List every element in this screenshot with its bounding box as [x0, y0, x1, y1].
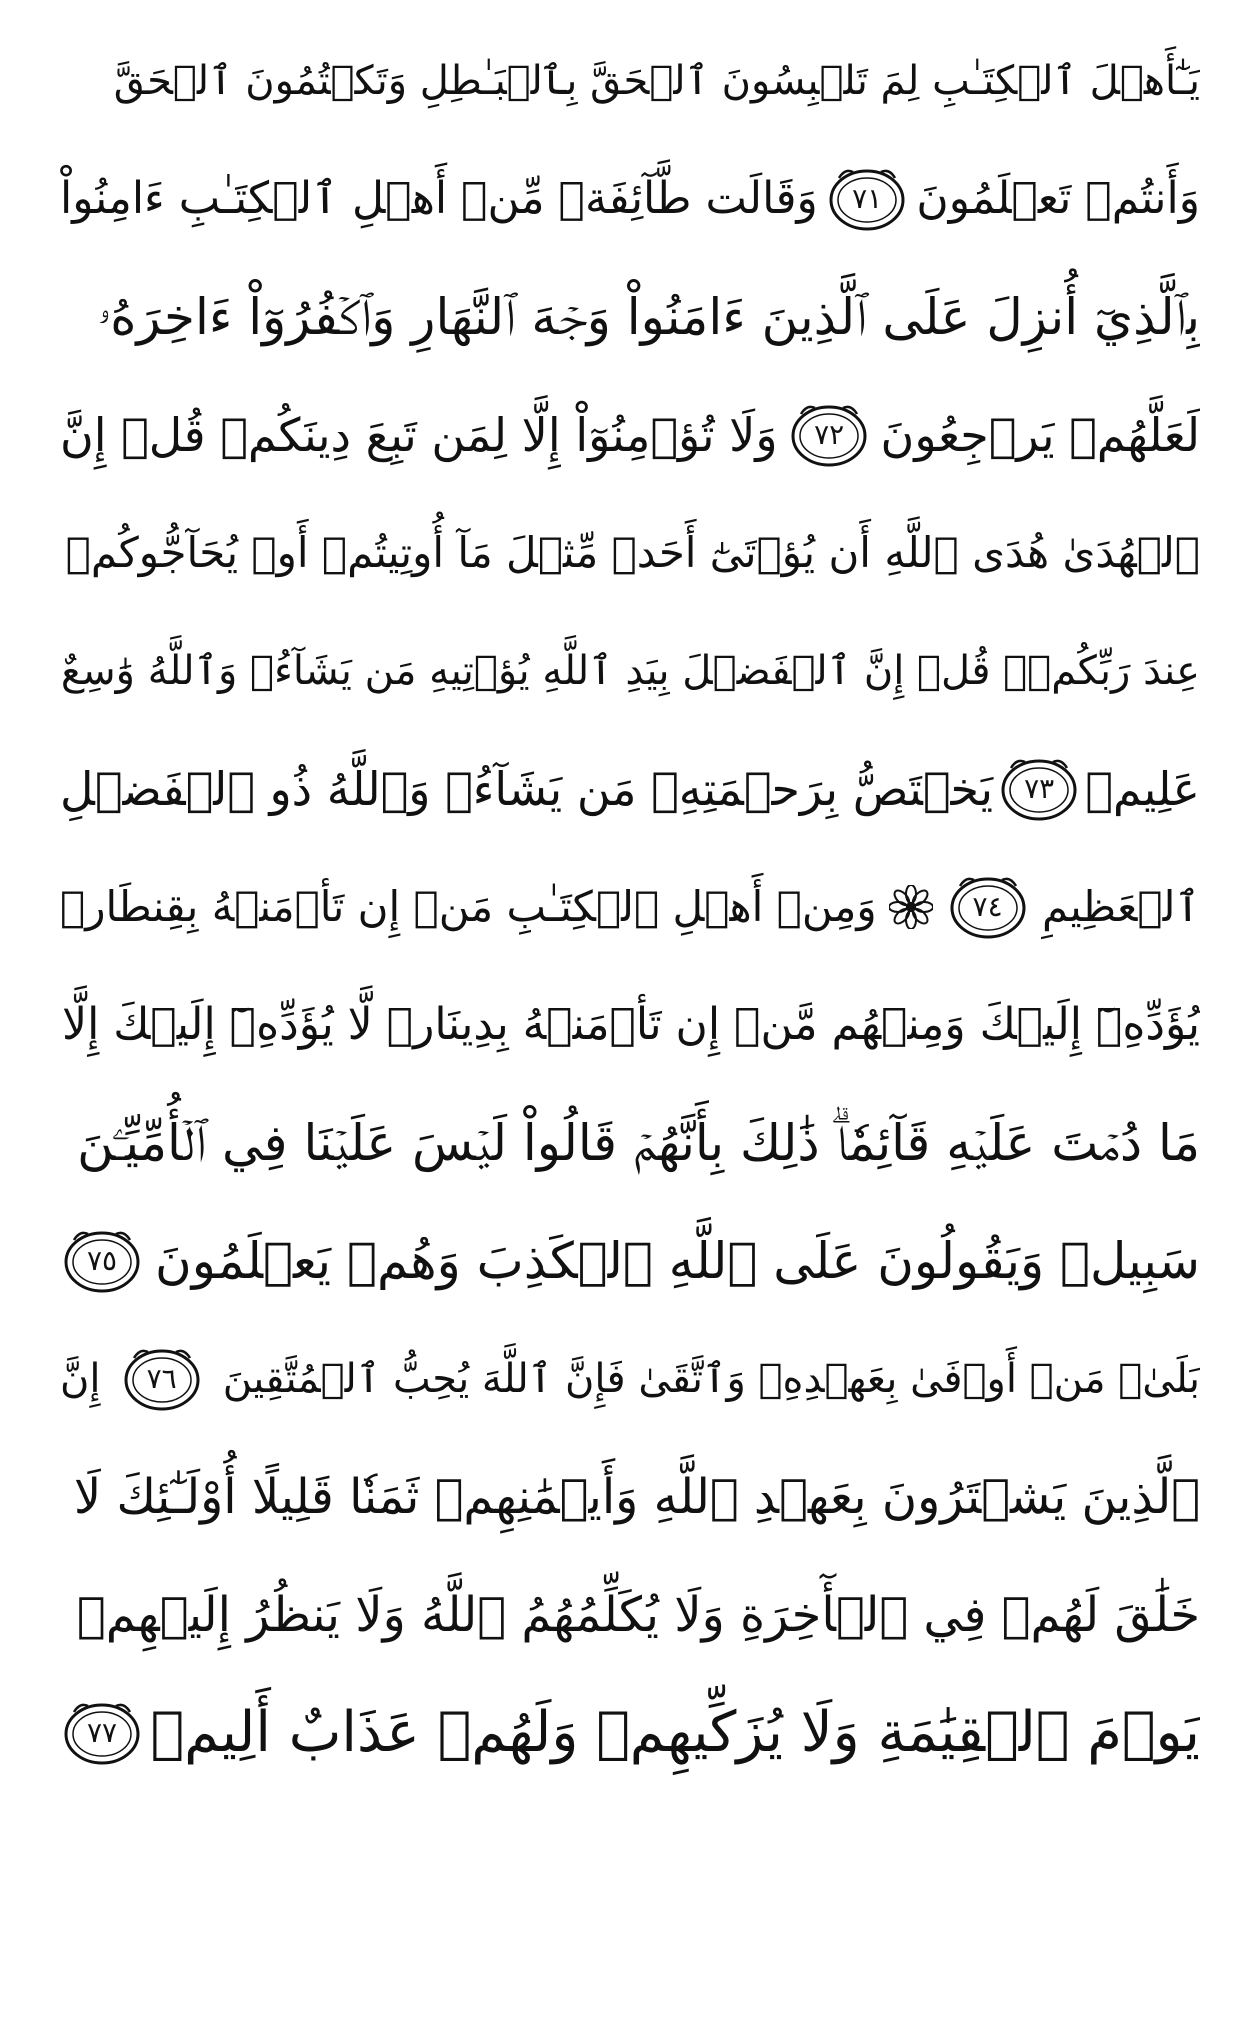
hizb-star-icon [889, 885, 933, 929]
ayah-number-marker [997, 754, 1081, 824]
ayah-number: ٧٣ [1024, 772, 1055, 805]
verse-line [60, 730, 1200, 848]
ayah-number-marker [825, 164, 909, 234]
verse-line [60, 612, 1200, 730]
verse-text: وَلَا تُؤۡمِنُوٓاْ إِلَّا لِمَن تَبِعَ دِينَكُمۡ قُلۡ إِنَّ [60, 408, 778, 462]
verse-lines [60, 22, 1200, 1792]
verse-line [60, 140, 1200, 258]
verse-text: عِندَ رَبِّكُمۡۗ قُلۡ إِنَّ ٱلۡفَضۡلَ بِيَدِ ٱللَّهِ يُؤۡتِيهِ مَن يَشَآءُۗ وَٱللَّهُ وَٰسِعٌ [60, 648, 1200, 694]
ayah-number-marker [120, 1344, 204, 1414]
ayah-number: ٧١ [852, 182, 883, 215]
verse-text: سَبِيلٞ وَيَقُولُونَ عَلَى ٱللَّهِ ٱلۡكَذِبَ وَهُمۡ يَعۡلَمُونَ [155, 1232, 1200, 1290]
verse-text: يُؤَدِّهِۦٓ إِلَيۡكَ وَمِنۡهُم مَّنۡ إِن تَأۡمَنۡهُ بِدِينَارٖ لَّا يُؤَدِّهِۦٓ إِلَيۡكَ إِلَّا [61, 999, 1200, 1050]
verse-text: ٱلۡعَظِيمِ [1042, 882, 1200, 931]
ayah-number-marker [60, 1698, 144, 1768]
verse-text: خَلَٰقَ لَهُمۡ فِي ٱلۡأٓخِرَةِ وَلَا يُكَلِّمُهُمُ ٱللَّهُ وَلَا يَنظُرُ إِلَيۡهِمۡ [76, 1587, 1200, 1643]
verse-line [60, 494, 1200, 612]
ayah-number-marker [60, 1226, 144, 1296]
verse-line [60, 258, 1200, 376]
verse-text: وَمِنۡ أَهۡلِ ٱلۡكِتَـٰبِ مَنۡ إِن تَأۡمَنۡهُ بِقِنطَارٖ [60, 882, 877, 931]
verse-text: مَا دُمۡتَ عَلَيۡهِ قَآئِمٗاۗ ذَٰلِكَ بِأَنَّهُمۡ قَالُواْ لَيۡسَ عَلَيۡنَا فِي ٱلۡأُمِّيِّـۧنَ [77, 1114, 1200, 1172]
verse-text: وَأَنتُمۡ تَعۡلَمُونَ [916, 173, 1200, 224]
ayah-number: ٧٢ [814, 418, 845, 451]
verse-line [60, 1674, 1200, 1792]
verse-text: ٱلَّذِينَ يَشۡتَرُونَ بِعَهۡدِ ٱللَّهِ وَأَيۡمَٰنِهِمۡ ثَمَنٗا قَلِيلًا أُوْلَـٰٓئِكَ لَا [73, 1469, 1200, 1525]
verse-text: بِٱلَّذِيٓ أُنزِلَ عَلَى ٱلَّذِينَ ءَامَنُواْ وَجۡهَ ٱلنَّهَارِ وَٱكۡفُرُوٓاْ ءَاخِرَهُۥ [97, 288, 1200, 346]
verse-text: بَلَىٰۚ مَنۡ أَوۡفَىٰ بِعَهۡدِهِۦ وَٱتَّقَىٰ فَإِنَّ ٱللَّهَ يُحِبُّ ٱلۡمُتَّقِينَ [222, 1356, 1200, 1402]
verse-text: ٱلۡهُدَىٰ هُدَى ٱللَّهِ أَن يُؤۡتَىٰٓ أَحَدٞ مِّثۡلَ مَآ أُوتِيتُمۡ أَوۡ يُحَآجُّوكُمۡ [65, 528, 1200, 577]
verse-line [60, 1438, 1200, 1556]
verse-text: يَوۡمَ ٱلۡقِيَٰمَةِ وَلَا يُزَكِّيهِمۡ وَلَهُمۡ عَذَابٌ أَلِيمٞ [150, 1700, 1200, 1765]
verse-text: يَـٰٓأَهۡلَ ٱلۡكِتَـٰبِ لِمَ تَلۡبِسُونَ ٱلۡحَقَّ بِٱلۡبَـٰطِلِ وَتَكۡتُمُونَ ٱلۡحَقَّ [113, 58, 1200, 104]
verse-line [60, 1556, 1200, 1674]
verse-text: يَخۡتَصُّ بِرَحۡمَتِهِۦ مَن يَشَآءُۗ وَٱللَّهُ ذُو ٱلۡفَضۡلِ [60, 762, 994, 816]
verse-line [60, 22, 1200, 140]
verse-line [60, 1084, 1200, 1202]
verse-text: وَقَالَت طَّآئِفَةٞ مِّنۡ أَهۡلِ ٱلۡكِتَـٰبِ ءَامِنُواْ [60, 173, 818, 224]
ayah-number: ٧٤ [972, 890, 1003, 923]
verse-line [60, 1320, 1200, 1438]
verse-text: عَلِيمٞ [1085, 762, 1200, 816]
verse-line [60, 848, 1200, 966]
verse-line [60, 376, 1200, 494]
ayah-number-marker [946, 872, 1030, 942]
verse-line [60, 966, 1200, 1084]
ayah-number: ٧٦ [146, 1362, 177, 1395]
verse-text: لَعَلَّهُمۡ يَرۡجِعُونَ [880, 408, 1200, 462]
ayah-number: ٧٧ [86, 1716, 118, 1749]
verse-line [60, 1202, 1200, 1320]
ayah-number: ٧٥ [86, 1244, 118, 1277]
ayah-number-marker [787, 400, 871, 470]
verse-text: إِنَّ [60, 1356, 101, 1402]
